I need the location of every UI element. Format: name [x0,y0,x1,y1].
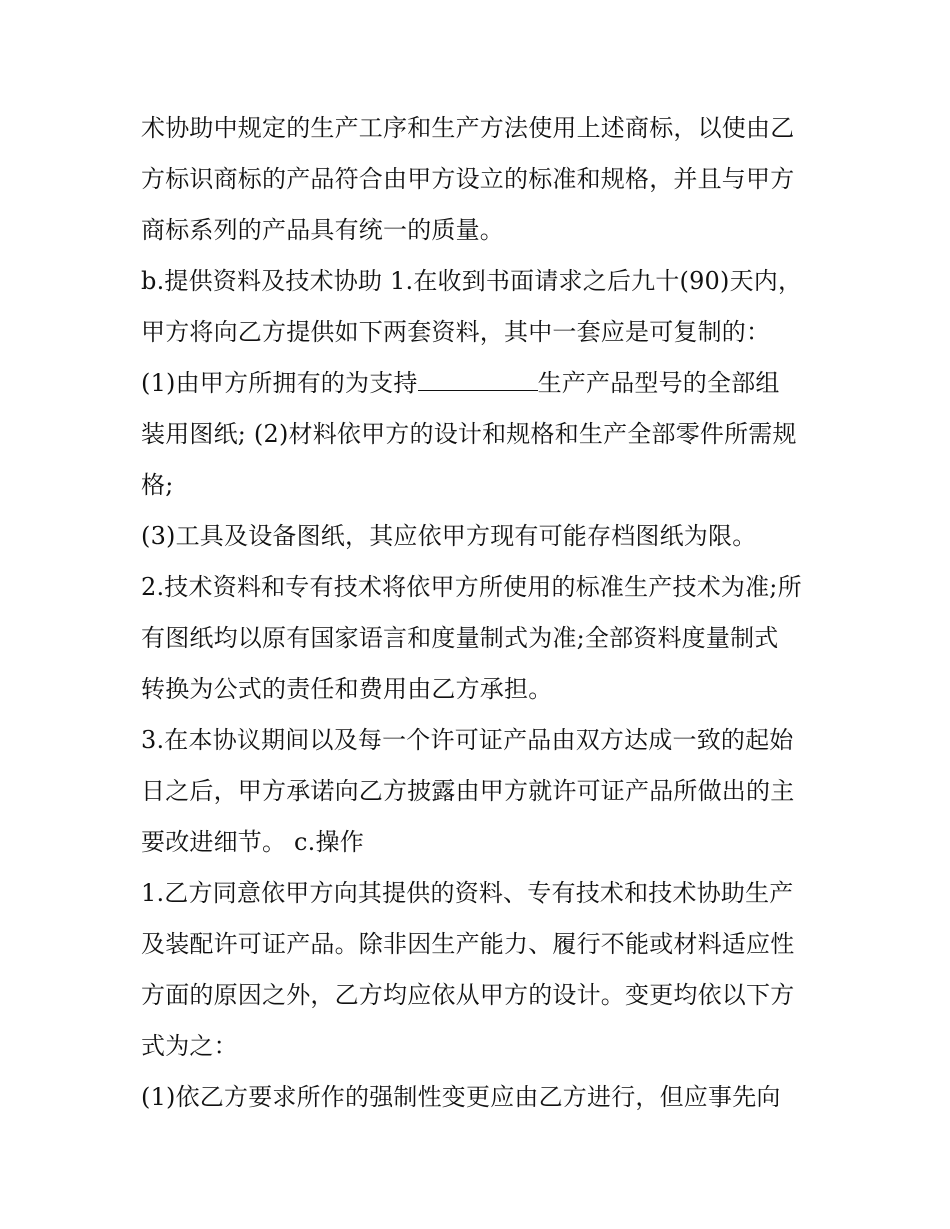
text-line: 要改进细节。 c.操作 [141,828,364,856]
text-line: 商标系列的产品具有统一的质量。 [141,216,504,244]
text-line-with-blank [141,358,821,409]
text-segment: (1)由甲方所拥有的为支持 [141,369,418,397]
text-line: 3.在本协议期间以及每一个许可证产品由双方达成一致的起始 [141,726,794,754]
text-line: 方面的原因之外，乙方均应依从甲方的设计。变更均依以下方 [141,981,795,1009]
fill-in-blank [418,364,538,391]
text-line: 甲方将向乙方提供如下两套资料，其中一套应是可复制的： [141,318,771,346]
text-line: 式为之： [141,1032,238,1060]
text-line: 日之后，甲方承诺向乙方披露由甲方就许可证产品所做出的主 [141,777,795,805]
text-line: 1.乙方同意依甲方向其提供的资料、专有技术和技术协助生产 [141,879,794,907]
text-segment: 生产产品型号的全部组 [537,369,780,397]
text-line: 2.技术资料和专有技术将依甲方所使用的标准生产技术为准;所 [141,573,802,601]
text-line: 转换为公式的责任和费用由乙方承担。 [141,675,553,703]
text-line: b.提供资料及技术协助 1.在收到书面请求之后九十(90)天内， [141,267,803,295]
text-line: (1)依乙方要求所作的强制性变更应由乙方进行，但应事先向 [141,1083,781,1111]
text-line: 格; [141,471,174,499]
contract-text [141,103,821,1123]
text-line: (3)工具及设备图纸，其应依甲方现有可能存档图纸为限。 [141,522,757,550]
text-line: 方标识商标的产品符合由甲方设立的标准和规格，并且与甲方 [141,165,795,193]
text-line: 装用图纸; (2)材料依甲方的设计和规格和生产全部零件所需规 [141,420,797,448]
text-line: 术协助中规定的生产工序和生产方法使用上述商标，以使由乙 [141,114,795,142]
text-line: 有图纸均以原有国家语言和度量制式为准;全部资料度量制式 [141,624,779,652]
text-line: 及装配许可证产品。除非因生产能力、履行不能或材料适应性 [141,930,795,958]
